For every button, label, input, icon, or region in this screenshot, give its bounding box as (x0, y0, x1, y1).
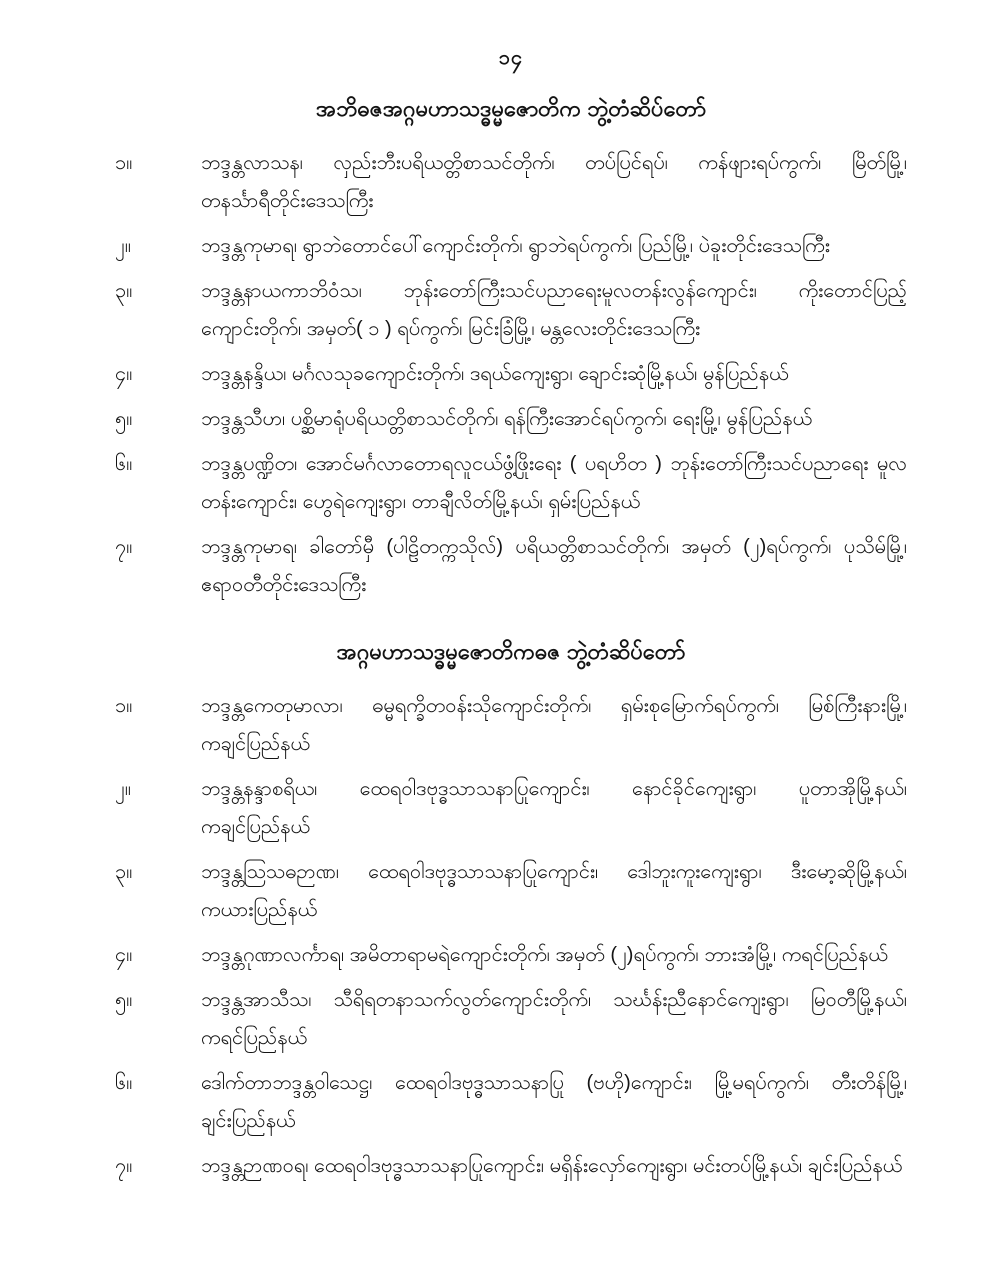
item-number: ၃။ (115, 280, 133, 302)
item-text: ဘဒ္ဒန္တကုမာရ၊ ရွာဘဲတောင်ပေါ်ကျောင်းတိုက်၊ ရွာဘဲရပ်ကွက်၊ ပြည်မြို့၊ ပဲခူးတိုင်းဒေသကြီး (201, 235, 830, 257)
item-text: ဘဒ္ဒန္တကုမာရ၊ ခါတော်မှီ (ပါဠိတက္ကသိုလ်) ပရိယတ္တိစာသင်တိုက်၊ အမှတ် (၂)ရပ်ကွက်၊ ပုသိမ်မြို့၊ ဧရာဝတီတိုင်းဒေသကြီး (201, 536, 907, 596)
section-divider-space (115, 611, 907, 621)
item-text: ဘဒ္ဒန္တကေတုမာလာ၊ ဓမ္မရက္ခိတဝန်းသိုကျောင်းတိုက်၊ ရှမ်းစုမြောက်ရပ်ကွက်၊ မြစ်ကြီးနားမြို့၊ ကချင်ပြည်နယ် (201, 695, 907, 755)
item-number: ၅။ (115, 989, 133, 1011)
list-item (115, 1147, 907, 1185)
item-text: ဘဒ္ဒန္တနန္ဒာစရိယ၊ ထေရဝါဒဗုဒ္ဓသာသနာပြုကျောင်း၊ နောင်ခိုင်ကျေးရွာ၊ ပူတာအိုမြို့နယ်၊ ကချင်ပြည်နယ် (201, 778, 907, 838)
item-number: ၇။ (115, 536, 133, 558)
list-item (115, 770, 907, 846)
list-item (115, 687, 907, 763)
item-text: ဘဒ္ဒန္တနန္ဒိယ၊ မင်္ဂလသုခကျောင်းတိုက်၊ ဒရယ်ကျေးရွာ၊ ချောင်းဆုံမြို့နယ်၊ မွန်ပြည်နယ် (201, 363, 789, 385)
list-item (115, 227, 907, 265)
item-number: ၄။ (115, 363, 133, 385)
list-item (115, 400, 907, 438)
item-number: ၃။ (115, 861, 133, 883)
list-item (115, 445, 907, 521)
item-text: ဘဒ္ဒန္တလာသန၊ လှည်းဘီးပရိယတ္တိစာသင်တိုက်၊ တပ်ပြင်ရပ်၊ ကန်ဖျားရပ်ကွက်၊ မြိတ်မြို့၊ တနင်္သာရီတိုင်းဒေသကြီး (201, 152, 907, 212)
item-text: ဘဒ္ဒန္တအာသီသ၊ သီရိရတနာသက်လွတ်ကျောင်းတိုက်၊ သင်္ဃန်းညီနောင်ကျေးရွာ၊ မြဝတီမြို့နယ်၊ ကရင်ပြည်နယ် (201, 989, 907, 1049)
item-number: ၂။ (115, 235, 131, 257)
list-item (115, 528, 907, 604)
item-number: ၆။ (115, 1072, 133, 1094)
item-number: ၁။ (115, 152, 133, 174)
list-item (115, 853, 907, 929)
item-text: ဘဒ္ဒန္တသီဟ၊ ပစ္ဆိမာရုံပရိယတ္တိစာသင်တိုက်၊ ရန်ကြီးအောင်ရပ်ကွက်၊ ရေးမြို့၊ မွန်ပြည်နယ် (201, 408, 812, 430)
list-item (115, 981, 907, 1057)
item-number: ၂။ (115, 778, 131, 800)
list-item (115, 355, 907, 393)
section-2-heading: အဂ္ဂမဟာသဒ္ဓမ္မဇောတိကဓဇ ဘွဲ့တံဆိပ်တော် (336, 639, 686, 664)
list-item (115, 936, 907, 974)
award-list-2 (115, 687, 907, 1185)
item-number: ၄။ (115, 944, 133, 966)
item-text: ဒေါက်တာဘဒ္ဒန္တဝါသေဋ္ဌ၊ ထေရဝါဒဗုဒ္ဓသာသနာပြု (ဗဟို)ကျောင်း၊ မြို့မရပ်ကွက်၊ တီးတိန်မြို့၊ ချင်းပြည်နယ် (201, 1072, 907, 1132)
item-text: ဘဒ္ဒန္တဂုဏာလင်္ကာရ၊ အမိတာရာမရဲကျောင်းတိုက်၊ အမှတ် (၂)ရပ်ကွက်၊ ဘားအံမြို့၊ ကရင်ပြည်နယ် (201, 944, 888, 966)
award-list-1 (115, 144, 907, 604)
page-number: ၁၄ (498, 47, 524, 69)
item-text: ဘဒ္ဒန္တဩသဓဉာဏ၊ ထေရဝါဒဗုဒ္ဓသာသနာပြုကျောင်း၊ ဒေါဘူးကူးကျေးရွာ၊ ဒီးမော့ဆိုမြို့နယ်၊ ကယားပြည်နယ် (201, 861, 907, 921)
section-1-heading: အဘိဓဇအဂ္ဂမဟာသဒ္ဓမ္မဇောတိက ဘွဲ့တံဆိပ်တော် (315, 96, 707, 121)
list-item (115, 144, 907, 220)
item-text: ဘဒ္ဒန္တပဏ္ဍိတ၊ အောင်မင်္ဂလာတောရလူငယ်ဖွံ့ဖြိုးရေး ( ပရဟိတ ) ဘုန်းတော်ကြီးသင်ပညာရေး မူလတန်းကျောင်း၊ ဟွေရဲကျေးရွာ၊ တာချီလိတ်မြို့နယ်၊ ရှမ်းပြည်နယ် (201, 453, 907, 513)
item-text: ဘဒ္ဒန္တဉာဏဝရ၊ ထေရဝါဒဗုဒ္ဓသာသနာပြုကျောင်း၊ မရှိန်းလှော်ကျေးရွာ၊ မင်းတပ်မြို့နယ်၊ ချင်းပြည်နယ် (201, 1155, 903, 1177)
item-number: ၆။ (115, 453, 133, 475)
item-number: ၇။ (115, 1155, 133, 1177)
list-item (115, 272, 907, 348)
list-item (115, 1064, 907, 1140)
item-text: ဘဒ္ဒန္တနာယကာဘိဝံသ၊ ဘုန်းတော်ကြီးသင်ပညာရေးမူလတန်းလွန်ကျောင်း၊ ကိုးတောင်ပြည့် ကျောင်းတိုက်၊ အမှတ်( ၁ ) ရပ်ကွက်၊ မြင်းခြံမြို့၊ မန္တလေးတိုင်းဒေသကြီး (201, 280, 907, 340)
item-number: ၁။ (115, 695, 133, 717)
item-number: ၅။ (115, 408, 133, 430)
